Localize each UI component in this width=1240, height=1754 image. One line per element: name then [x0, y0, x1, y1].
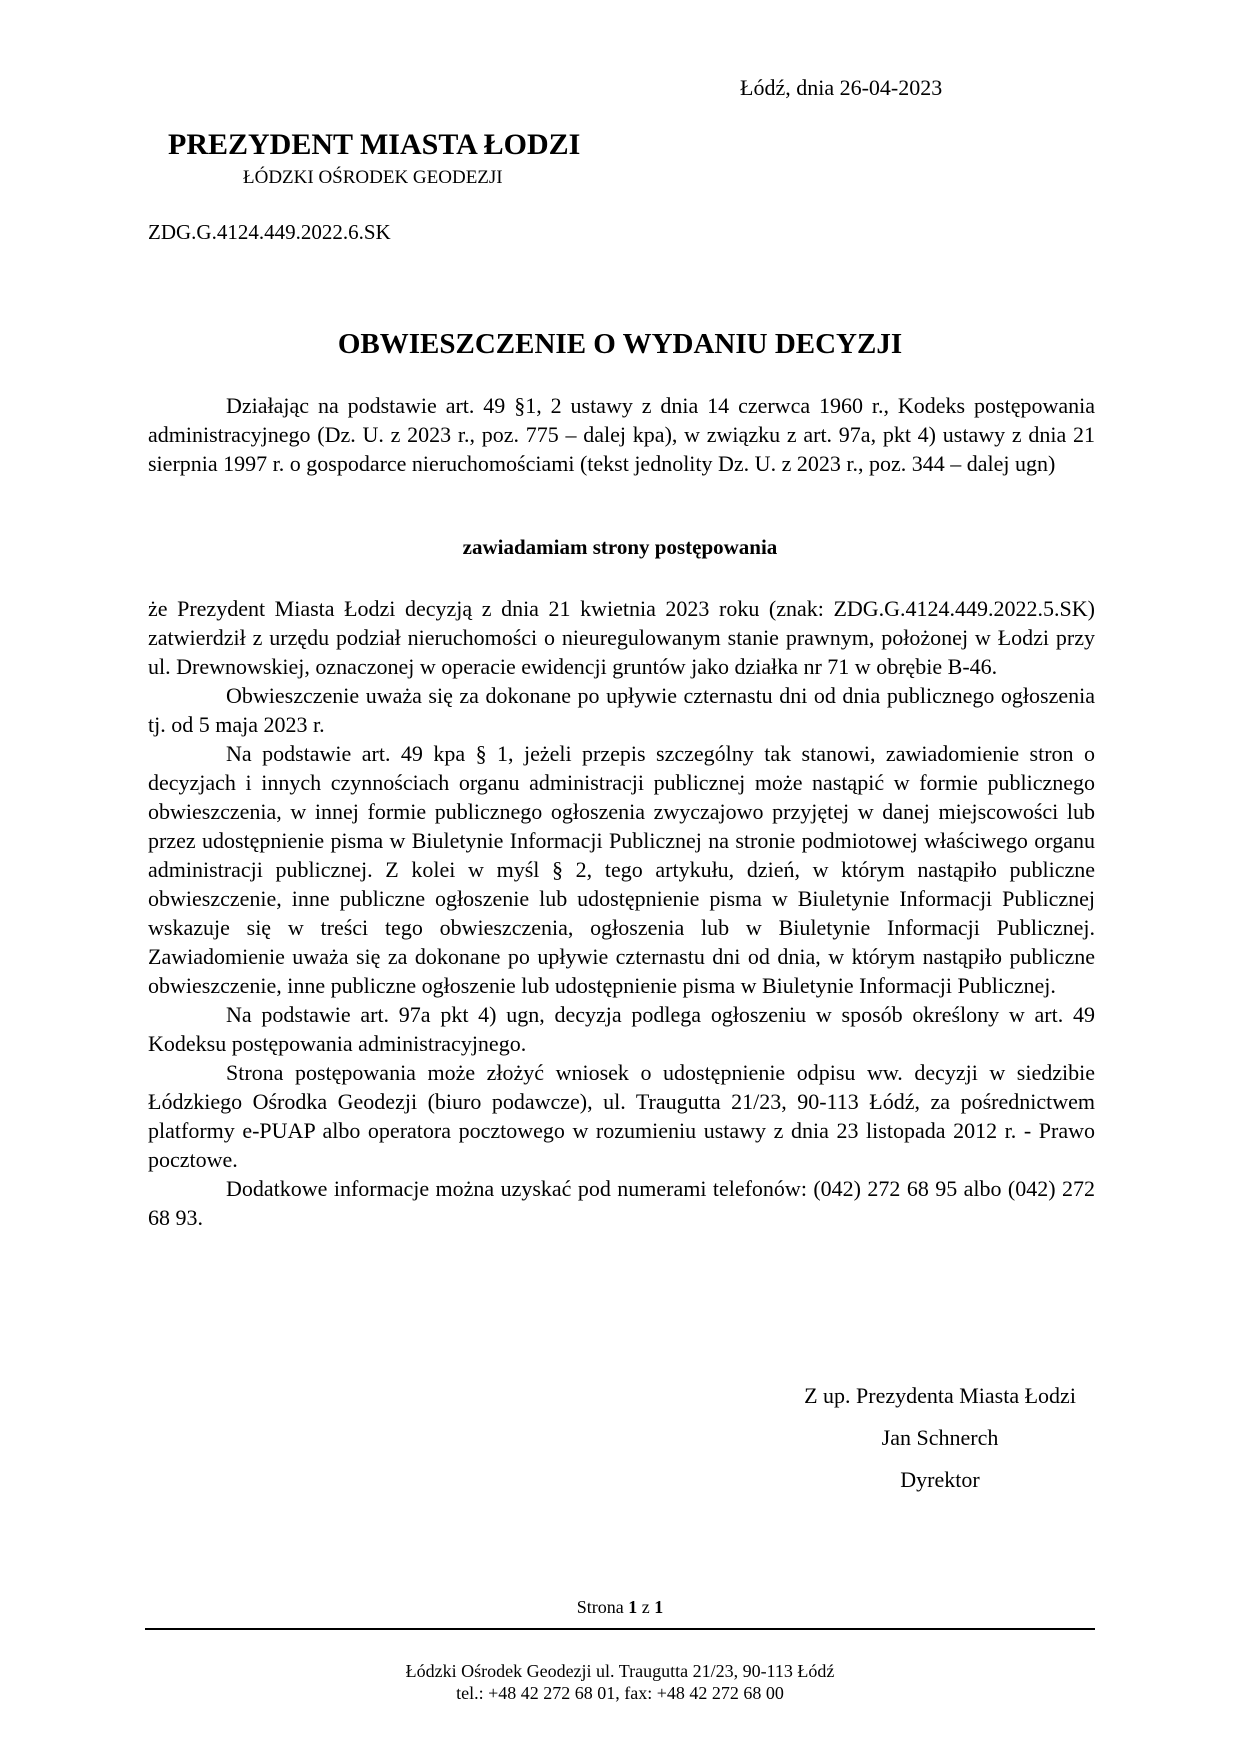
- intro-paragraph: [148, 391, 1095, 478]
- footer: [0, 1660, 1240, 1704]
- notice-line: zawiadamiam strony postępowania: [462, 535, 778, 559]
- signature-name: Jan Schnerch: [881, 1425, 999, 1450]
- document-date: Łódź, dnia 26-04-2023: [740, 75, 943, 100]
- signature-block: [740, 1375, 1140, 1501]
- page-number: [0, 1597, 1240, 1618]
- footer-divider: [145, 1628, 1095, 1630]
- signature-authorization: Z up. Prezydenta Miasta Łodzi: [804, 1383, 1076, 1408]
- publication-paragraph: Na podstawie art. 97a pkt 4) ugn, decyzja podlega ogłoszeniu w sposób określony w art. 49 Kodeksu postępowania administracyjnego.: [148, 1002, 1095, 1056]
- document-title: OBWIESZCZENIE O WYDANIU DECYZJI: [337, 328, 903, 360]
- authority-name: PREZYDENT MIASTA ŁODZI: [168, 128, 581, 161]
- contact-paragraph: Dodatkowe informacje można uzyskać pod numerami telefonów: (042) 272 68 95 albo (042) 272 68 93.: [148, 1176, 1095, 1230]
- legal-basis-paragraph: Na podstawie art. 49 kpa § 1, jeżeli przepis szczególny tak stanowi, zawiadomienie stron o decyzjach i innych czynnościach organu administracji publicznej może nastąpić w formie publicznego obwieszczenia, w innej formie publicznego ogłoszenia zwyczajowo przyjętej w danej miejscowości lub przez udostępnienie pisma w Biuletynie Informacji Publicznej na stronie podmiotowej właściwego organu administracji publicznej. Z kolei w myśl § 2, tego artykułu, dzień, w którym nastąpiło publiczne obwieszczenie, inne publiczne ogłoszenie lub udostępnienie pisma w Biuletynie Informacji Publicznej wskazuje się w treści tego obwieszczenia, ogłoszenia lub w Biuletynie Informacji Publicznej. Zawiadomienie uważa się za dokonane po upływie czternastu dni od dnia, w którym nastąpiło publiczne obwieszczenie, inne publiczne ogłoszenie lub udostępnienie pisma w Biuletynie Informacji Publicznej.: [148, 741, 1095, 998]
- effective-date-paragraph: Obwieszczenie uważa się za dokonane po upływie czternastu dni od dnia publicznego ogłoszenia tj. od 5 maja 2023 r.: [148, 683, 1095, 737]
- body-paragraphs: [148, 594, 1095, 1232]
- footer-address: Łódzki Ośrodek Geodezji ul. Traugutta 21/23, 90-113 Łódź: [405, 1661, 835, 1681]
- page-current: 1: [628, 1597, 638, 1617]
- page-label: Strona: [576, 1597, 624, 1617]
- intro-text: Działając na podstawie art. 49 §1, 2 ustawy z dnia 14 czerwca 1960 r., Kodeks postępowania administracyjnego (Dz. U. z 2023 r., poz. 775 – dalej kpa), w związku z art. 97a, pkt 4) ustawy z dnia 21 sierpnia 1997 r. o gospodarce nieruchomościami (tekst jednolity Dz. U. z 2023 r., poz. 344 – dalej ugn): [148, 393, 1095, 476]
- page-of: z: [641, 1597, 650, 1617]
- sub-authority-name: ŁÓDZKI OŚRODEK GEODEZJI: [243, 167, 503, 188]
- reference-number: ZDG.G.4124.449.2022.6.SK: [148, 220, 391, 244]
- decision-paragraph: że Prezydent Miasta Łodzi decyzją z dnia 21 kwietnia 2023 roku (znak: ZDG.G.4124.449.2022.5.SK) zatwierdził z urzędu podział nieruchomości o nieuregulowanym stanie prawnym, położonej w Łodzi przy ul. Drewnowskiej, oznaczonej w operacie ewidencji gruntów jako działka nr 71 w obrębie B-46.: [148, 596, 1095, 679]
- footer-contact: tel.: +48 42 272 68 01, fax: +48 42 272 68 00: [456, 1683, 784, 1703]
- signature-role: Dyrektor: [900, 1467, 980, 1492]
- page-total: 1: [654, 1597, 664, 1617]
- request-copy-paragraph: Strona postępowania może złożyć wniosek o udostępnienie odpisu ww. decyzji w siedzibie Łódzkiego Ośrodka Geodezji (biuro podawcze), ul. Traugutta 21/23, 90-113 Łódź, za pośrednictwem platformy e-PUAP albo operatora pocztowego w rozumieniu ustawy z dnia 23 listopada 2012 r. - Prawo pocztowe.: [148, 1060, 1095, 1172]
